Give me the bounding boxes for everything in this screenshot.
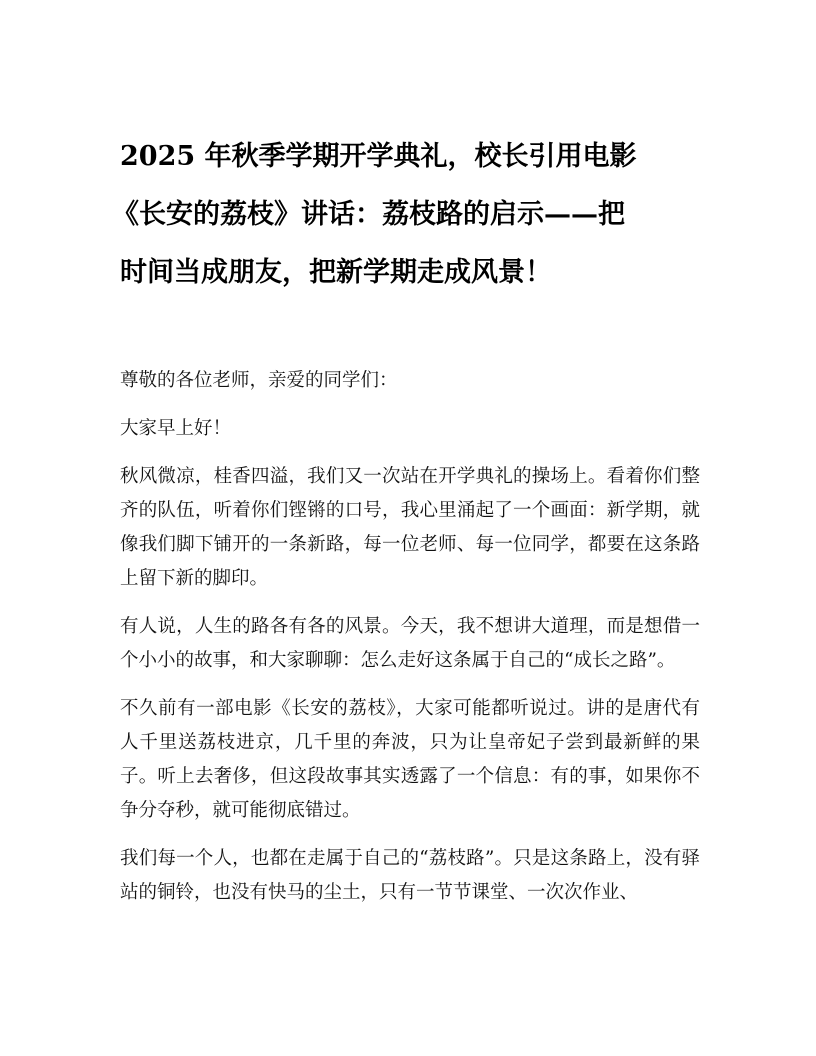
paragraph-salutation: 尊敬的各位老师，亲爱的同学们： (120, 370, 398, 391)
paragraph: 有人说，人生的路各有各的风景。今天，我不想讲大道理，而是想借一个小小的故事，和大家聊聊：怎么走好这条属于自己的“成长之路”。 (120, 616, 700, 671)
document-title (112, 128, 700, 302)
title-line-3: 时间当成朋友，把新学期走成风景！ (120, 257, 552, 288)
paragraph: 不久前有一部电影《长安的荔枝》，大家可能都听说过。讲的是唐代有人千里送荔枝进京，几千里的奔波，只为让皇帝妃子尝到最新鲜的果子。听上去奢侈，但这段故事其实透露了一个信息：有的事，如果你不争分夺秒，就可能彻底错过。 (120, 698, 700, 821)
document-page (112, 128, 700, 924)
paragraph: 我们每一个人，也都在走属于自己的“荔枝路”。只是这条路上，没有驿站的铜铃，也没有快马的尘土，只有一节节课堂、一次次作业、 (120, 848, 700, 903)
title-line-1: 2025 年秋季学期开学典礼，校长引用电影 (120, 141, 637, 172)
paragraph: 秋风微凉，桂香四溢，我们又一次站在开学典礼的操场上。看着你们整齐的队伍，听着你们铿锵的口号，我心里涌起了一个画面：新学期，就像我们脚下铺开的一条新路，每一位老师、每一位同学，都要在这条路上留下新的脚印。 (120, 466, 700, 589)
title-line-2: 《长安的荔枝》讲话：荔枝路的启示——把 (112, 199, 625, 230)
document-body (120, 364, 700, 910)
paragraph-greeting: 大家早上好！ (120, 418, 232, 439)
